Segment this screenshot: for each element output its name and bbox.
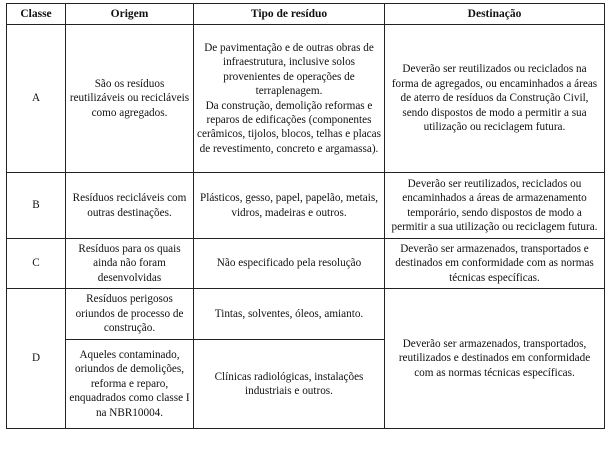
residue-type-cell xyxy=(194,25,385,173)
table-row-class-a xyxy=(7,25,605,173)
header-classe: Classe xyxy=(7,4,66,25)
destination-cell: Deverão ser armazenados, transportados e destinados em conformidade com as normas técnicas específicas. xyxy=(385,239,605,289)
residue-type-cell: Clínicas radiológicas, instalações industriais e outros. xyxy=(194,340,385,429)
origin-cell: Aqueles contaminado, oriundos de demolições, reforma e reparo, enquadrados como classe I na NBR10004. xyxy=(66,340,194,429)
table-header-row xyxy=(7,4,605,25)
table-row-class-d xyxy=(7,289,605,340)
table-row-class-b xyxy=(7,173,605,239)
residue-type-paragraph: Da construção, demolição reformas e reparos de edificações (componentes cerâmicos, tijolos, blocos, telhas e placas de revestimento, concreto e argamassa). xyxy=(197,99,381,155)
class-label: A xyxy=(7,25,66,173)
residue-classification-table xyxy=(6,3,605,429)
residue-type-cell: Tintas, solventes, óleos, amianto. xyxy=(194,289,385,340)
origin-cell: Resíduos para os quais ainda não foram desenvolvidas xyxy=(66,239,194,289)
class-label: C xyxy=(7,239,66,289)
origin-cell: Resíduos recicláveis com outras destinações. xyxy=(66,173,194,239)
header-destinacao: Destinação xyxy=(385,4,605,25)
destination-cell: Deverão ser armazenados, transportados, reutilizados e destinados em conformidade com as normas técnicas específicas. xyxy=(385,289,605,429)
origin-cell: Resíduos perigosos oriundos de processo de construção. xyxy=(66,289,194,340)
destination-cell: Deverão ser reutilizados, reciclados ou encaminhados a áreas de armazenamento temporário, sendo dispostos de modo a permitir a sua utilização ou reciclagem futura. xyxy=(385,173,605,239)
class-label: B xyxy=(7,173,66,239)
residue-type-paragraph: De pavimentação e de outras obras de infraestrutura, inclusive solos provenientes de operações de terraplenagem. xyxy=(204,41,374,98)
header-tipo-residuo: Tipo de resíduo xyxy=(194,4,385,25)
header-origem: Origem xyxy=(66,4,194,25)
residue-type-cell: Não especificado pela resolução xyxy=(194,239,385,289)
origin-cell: São os resíduos reutilizáveis ou recicláveis como agregados. xyxy=(66,25,194,173)
residue-type-cell: Plásticos, gesso, papel, papelão, metais, vidros, madeiras e outros. xyxy=(194,173,385,239)
destination-cell: Deverão ser reutilizados ou reciclados na forma de agregados, ou encaminhados a áreas de aterro de resíduos da Construção Civil, sendo dispostos de modo a permitir a sua utilização ou reciclagem futura. xyxy=(385,25,605,173)
table-row-class-c xyxy=(7,239,605,289)
class-label: D xyxy=(7,289,66,429)
